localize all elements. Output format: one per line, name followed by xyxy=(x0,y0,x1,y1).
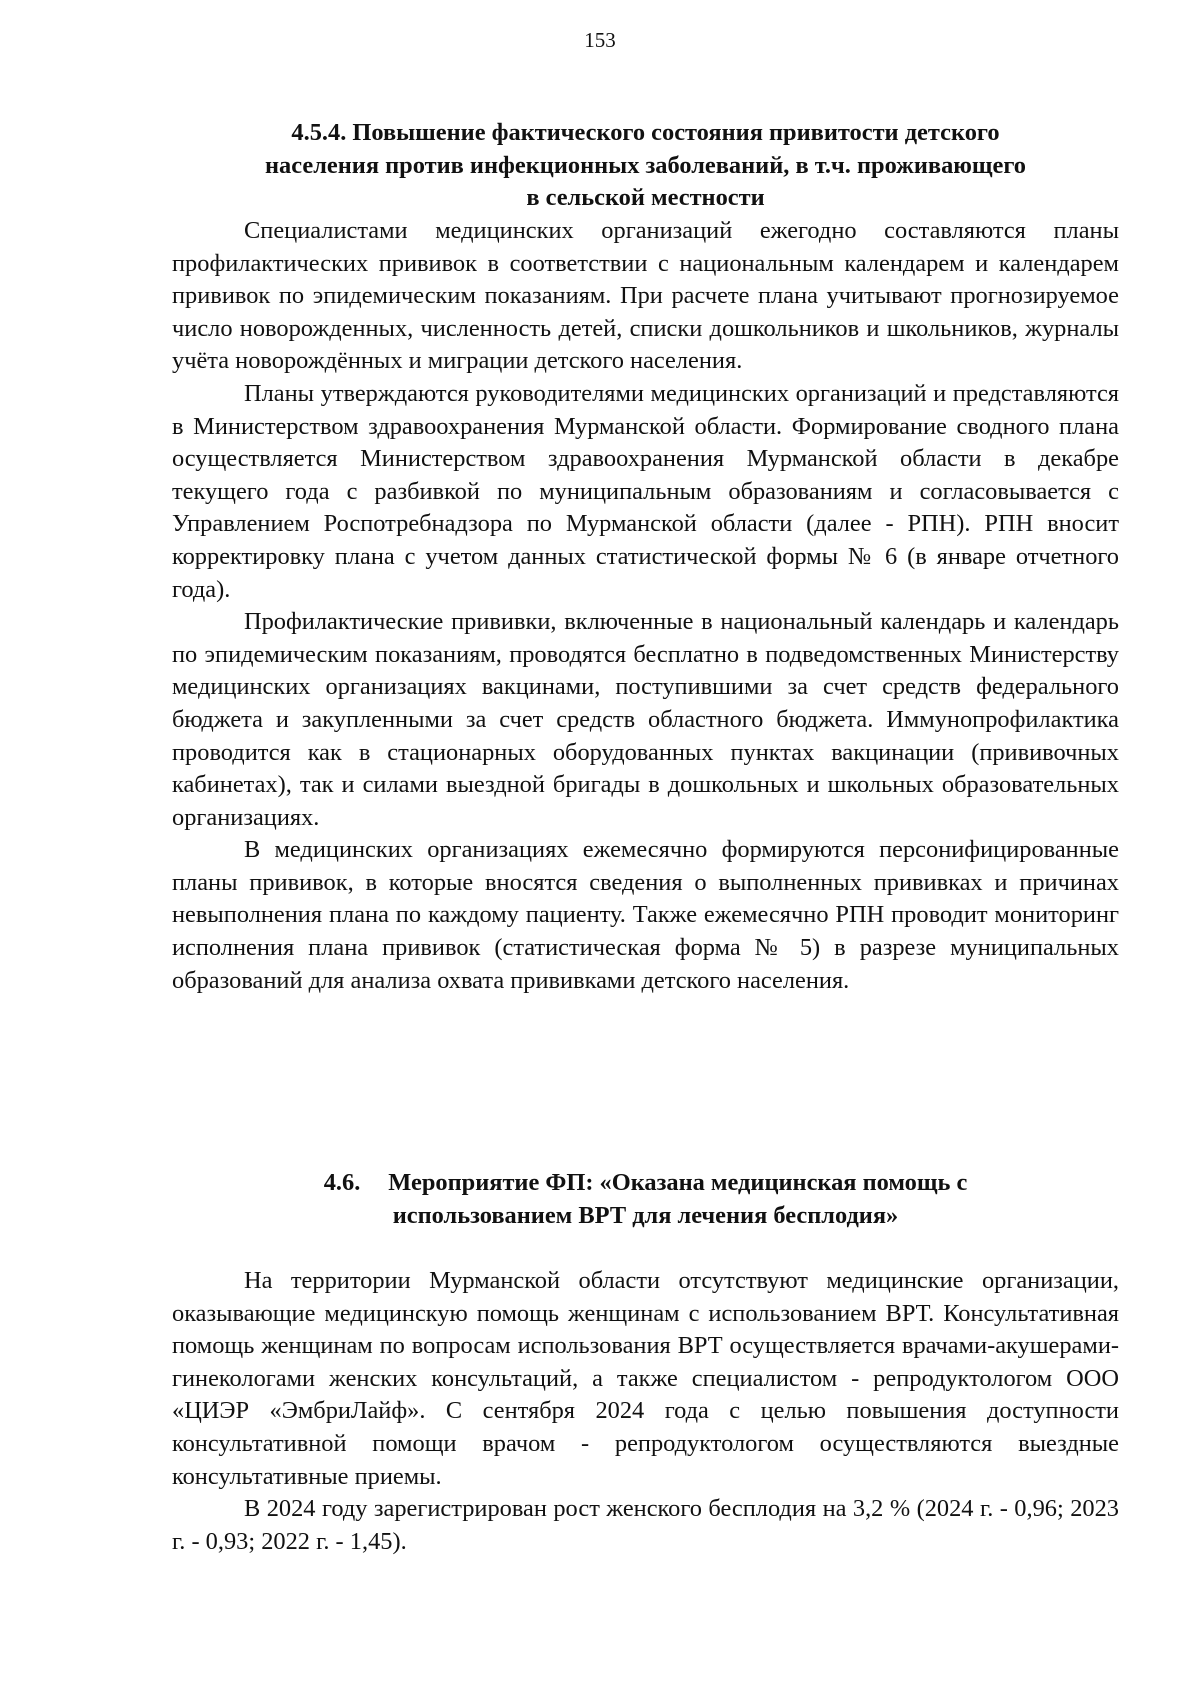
section-4-5-4-body xyxy=(172,215,1119,997)
paragraph: На территории Мурманской области отсутствуют медицинские организации, оказывающие медицинскую помощь женщинам с использованием ВРТ. Консультативная помощь женщинам по вопросам использования ВРТ осуществляется врачами-акушерами-гинекологами женских консультаций, а также специалистом - репродуктологом ООО «ЦИЭР «ЭмбриЛайф». С сентября 2024 года с целью повышения доступности консультативной помощи врачом - репродуктологом осуществляются выездные консультативные приемы. xyxy=(172,1267,1119,1490)
paragraph: Специалистами медицинских организаций ежегодно составляются планы профилактических прививок в соответствии с национальным календарем и календарем прививок по эпидемическим показаниям. При расчете плана учитывают прогнозируемое число новорожденных, численность детей, списки дошкольников и школьников, журналы учёта новорождённых и миграции детского населения. xyxy=(172,217,1119,375)
paragraph: Профилактические прививки, включенные в национальный календарь и календарь по эпидемическим показаниям, проводятся бесплатно в подведомственных Министерству медицинских организациях вакцинами, поступившими за счет средств федерального бюджета и закупленными за счет средств областного бюджета. Иммунопрофилактика проводится как в стационарных оборудованных пунктах вакцинации (прививочных кабинетах), так и силами выездной бригады в дошкольных и школьных образовательных организациях. xyxy=(172,608,1119,831)
paragraph: Планы утверждаются руководителями медицинских организаций и представляются в Министерством здравоохранения Мурманской области. Формирование сводного плана осуществляется Министерством здравоохранения Мурманской области в декабре текущего года с разбивкой по муниципальным образованиям и согласовывается с Управлением Роспотребнадзора по Мурманской области (далее - РПН). РПН вносит корректировку плана с учетом данных статистической формы № 6 (в январе отчетного года). xyxy=(172,379,1119,603)
section-heading-line: использованием ВРТ для лечения бесплодия» xyxy=(392,1201,899,1229)
section-number: 4.6. xyxy=(323,1169,361,1196)
section-4-6-heading xyxy=(172,1167,1119,1232)
section-heading-line: в сельской местности xyxy=(526,184,765,212)
section-heading-line xyxy=(172,1167,1119,1200)
section-4-6-body xyxy=(172,1265,1119,1558)
section-title-part: Мероприятие ФП: «Оказана медицинская помощь с xyxy=(388,1169,968,1196)
section-heading-line: населения против инфекционных заболеваний, в т.ч. проживающего xyxy=(265,151,1026,179)
section-heading-line: 4.5.4. Повышение фактического состояния привитости детского xyxy=(291,119,1000,146)
paragraph: В 2024 году зарегистрирован рост женского бесплодия на 3,2 % (2024 г. - 0,96; 2023 г. - 0,93; 2022 г. - 1,45). xyxy=(172,1495,1119,1555)
page-number: 153 xyxy=(584,28,616,52)
paragraph: В медицинских организациях ежемесячно формируются персонифицированные планы прививок, в которые вносятся сведения о выполненных прививках и причинах невыполнения плана по каждому пациенту. Также ежемесячно РПН проводит мониторинг исполнения плана прививок (статистическая форма № 5) в разрезе муниципальных образований для анализа охвата прививками детского населения. xyxy=(172,836,1119,994)
section-4-5-4-heading xyxy=(172,117,1119,215)
